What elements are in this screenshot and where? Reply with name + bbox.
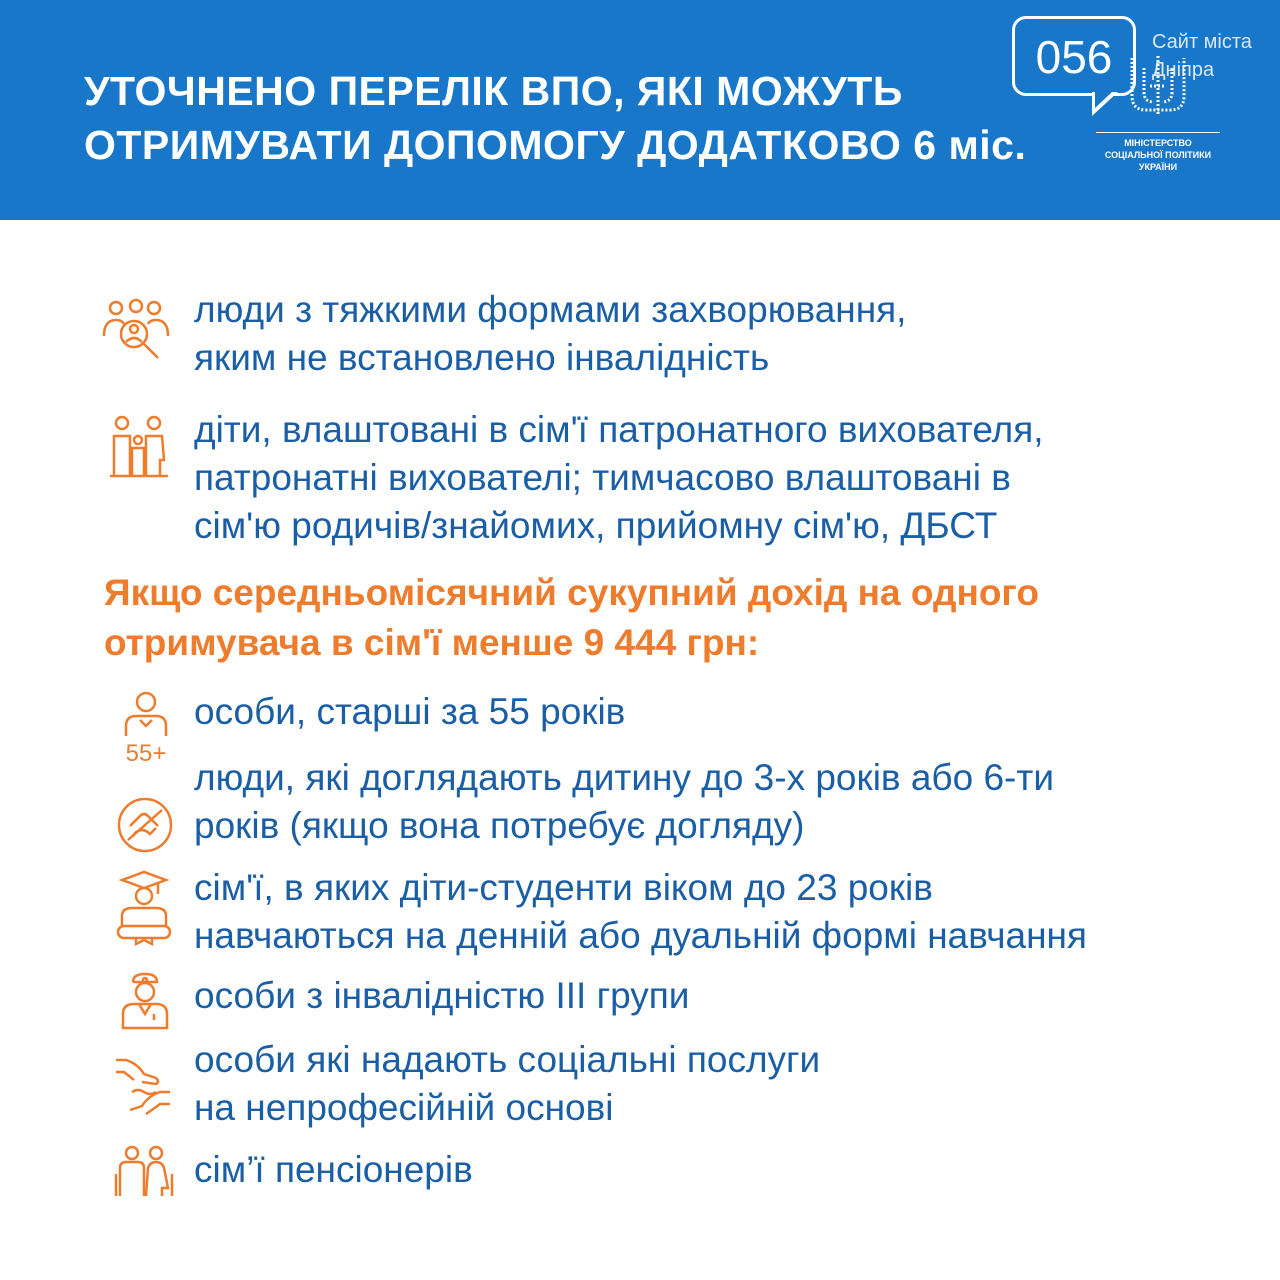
income-condition-heading: Якщо середньомісячний сукупний дохід на одного отримувача в сім'ї менше 9 444 грн: xyxy=(104,572,1039,663)
family-icon xyxy=(108,414,170,480)
watermark-bubble xyxy=(1012,16,1136,96)
page-title xyxy=(84,64,1084,172)
watermark-line-2: Дніпра xyxy=(1152,59,1215,81)
ministry-line-3: УКРАЇНИ xyxy=(1138,162,1178,172)
doctor-icon xyxy=(120,972,170,1030)
age-55-badge: 55+ xyxy=(125,740,167,767)
ministry-logo-text xyxy=(1088,132,1228,173)
watermark-number: 056 xyxy=(1035,31,1113,83)
people-search-icon xyxy=(100,296,172,368)
list-item-pensioners: сім’ї пенсіонерів xyxy=(194,1149,473,1190)
list-item-childcare: люди, які доглядають дитину до 3-х років або 6-ти років (якщо вона потребує догляду) xyxy=(194,757,1054,846)
title-line-2: ОТРИМУВАТИ ДОПОМОГУ ДОДАТКОВО 6 міс. xyxy=(84,122,1027,168)
watermark-line-1: Сайт міста xyxy=(1152,31,1252,53)
graduate-icon xyxy=(114,870,174,946)
person-55-icon xyxy=(122,690,170,740)
ministry-line-2: СОЦІАЛЬНОЇ ПОЛІТИКИ xyxy=(1104,150,1212,160)
title-line-1: УТОЧНЕНО ПЕРЕЛІК ВПО, ЯКІ МОЖУТЬ xyxy=(84,68,903,114)
list-item-age-55: особи, старші за 55 років xyxy=(194,691,626,732)
list-item-disability-group-3: особи з інвалідністю ІІІ групи xyxy=(194,975,690,1016)
elderly-couple-icon xyxy=(112,1144,176,1200)
caring-hands-icon xyxy=(116,796,174,854)
list-item-serious-illness: люди з тяжкими формами захворювання, яким не встановлено інвалідність xyxy=(194,289,907,378)
helping-hands-icon xyxy=(112,1052,174,1118)
list-item-social-services: особи які надають соціальні послуги на непрофесійній основі xyxy=(194,1039,821,1128)
list-item-students: сім'ї, в яких діти-студенти віком до 23 років навчаються на денній або дуальній формі навчання xyxy=(194,867,1087,956)
trident-emblem-icon xyxy=(1124,52,1192,120)
ministry-line-1: МІНІСТЕРСТВО xyxy=(1124,138,1192,148)
list-item-foster-children: діти, влаштовані в сім'ї патронатного вихователя, патронатні вихователі; тимчасово влаштовані в сім'ю родичів/знайомих, прийомну сім'ю, ДБСТ xyxy=(194,409,1044,546)
